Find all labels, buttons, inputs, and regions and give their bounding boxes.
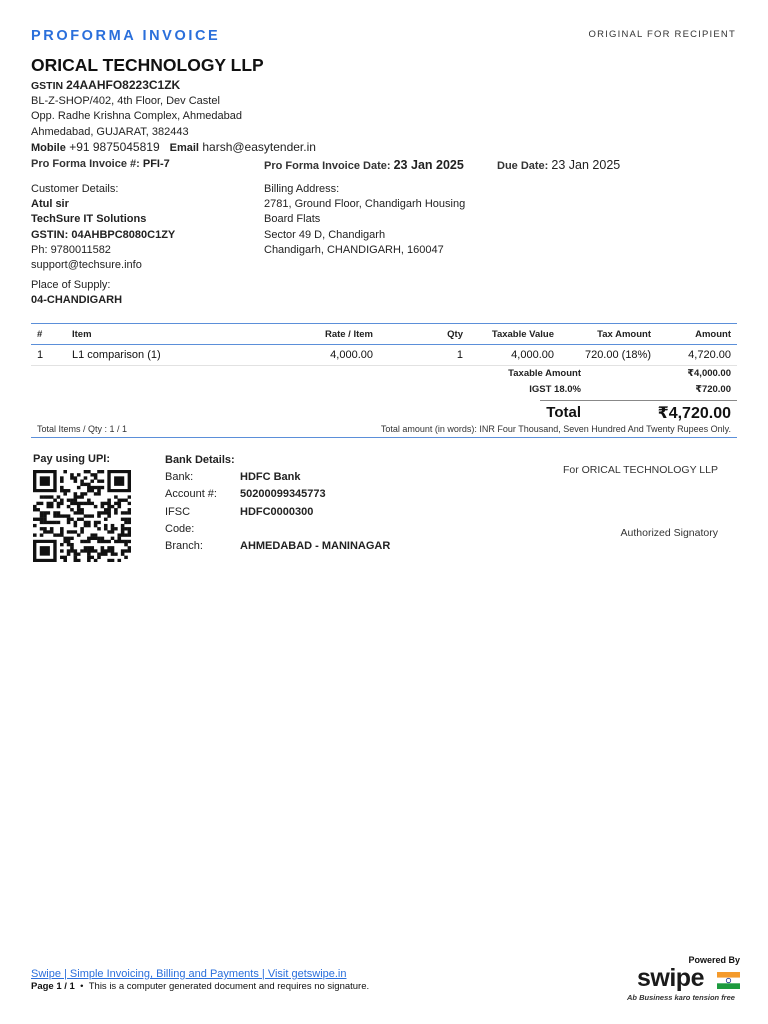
taxable-amount-label: Taxable Amount xyxy=(508,368,581,379)
india-flag-icon xyxy=(717,972,740,989)
place-of-supply: 04-CHANDIGARH xyxy=(31,294,123,307)
bank-name: HDFC Bank xyxy=(240,471,301,484)
billing-line-3: Sector 49 D, Chandigarh xyxy=(264,228,386,241)
seller-mobile: +91 9875045819 xyxy=(69,139,160,154)
items-table xyxy=(31,323,737,366)
powered-by-label: Powered By xyxy=(688,955,740,965)
customer-label: Customer Details: xyxy=(31,183,119,195)
invoice-date xyxy=(264,158,464,172)
swipe-brand-logo: swipe xyxy=(637,964,704,992)
row-qty: 1 xyxy=(379,345,469,366)
table-row xyxy=(31,345,737,366)
page-number: Page 1 / 1 xyxy=(31,981,75,992)
billing-label: Billing Address: xyxy=(264,183,340,195)
place-of-supply-label: Place of Supply: xyxy=(31,279,111,292)
bank-details-label: Bank Details: xyxy=(165,454,235,466)
col-item: Item xyxy=(66,324,276,345)
total-divider xyxy=(540,400,737,401)
col-tax-amount: Tax Amount xyxy=(560,324,657,345)
col-rate: Rate / Item xyxy=(276,324,379,345)
bank-details xyxy=(165,452,408,555)
billing-address xyxy=(264,182,465,258)
account-label: Account #: xyxy=(165,488,217,501)
seller-address-line-1: BL-Z-SHOP/402, 4th Floor, Dev Castel xyxy=(31,95,220,108)
invoice-number-value: PFI-7 xyxy=(142,158,170,170)
row-item: L1 comparison (1) xyxy=(66,345,276,366)
row-amount: 4,720.00 xyxy=(657,345,737,366)
due-date xyxy=(497,158,620,172)
customer-email: support@techsure.info xyxy=(31,259,142,272)
invoice-date-label: Pro Forma Invoice Date: xyxy=(264,160,391,172)
row-tax-amount: 720.00 (18%) xyxy=(560,345,657,366)
row-rate: 4,000.00 xyxy=(276,345,379,366)
invoice-number xyxy=(31,158,170,170)
due-date-label: Due Date: xyxy=(497,160,549,172)
billing-line-2: Board Flats xyxy=(264,213,321,226)
branch-name: AHMEDABAD - MANINAGAR xyxy=(240,540,391,553)
table-header-row xyxy=(31,324,737,345)
seller-mobile-label: Mobile xyxy=(31,141,66,154)
swipe-link[interactable]: Swipe | Simple Invoicing, Billing and Payments | Visit getswipe.in xyxy=(31,968,347,980)
brand-tagline: Ab Business karo tension free xyxy=(627,993,735,1002)
seller-name: ORICAL TECHNOLOGY LLP xyxy=(31,55,264,75)
col-index: # xyxy=(31,324,66,345)
amount-in-words: Total amount (in words): INR Four Thousand, Seven Hundred And Twenty Rupees Only. xyxy=(380,424,731,434)
generated-note: This is a computer generated document and requires no signature. xyxy=(88,981,370,992)
billing-line-1: 2781, Ground Floor, Chandigarh Housing xyxy=(264,198,466,211)
seller-email: harsh@easytender.in xyxy=(202,139,316,154)
signature-for-label: For ORICAL TECHNOLOGY LLP xyxy=(562,464,718,476)
branch-label: Branch: xyxy=(165,540,203,553)
igst-label: IGST 18.0% xyxy=(529,384,581,395)
customer-details xyxy=(31,182,175,309)
seller-gstin-label: GSTIN xyxy=(31,80,64,92)
customer-name: Atul sir xyxy=(31,198,69,211)
row-taxable-value: 4,000.00 xyxy=(469,345,560,366)
seller-address-line-2: Opp. Radhe Krishna Complex, Ahmedabad xyxy=(31,110,242,123)
seller-details xyxy=(31,78,316,156)
customer-gstin: GSTIN: 04AHBPC8080C1ZY xyxy=(31,228,176,241)
page-footer-line: Page 1 / 1 • This is a computer generated document and requires no signature. xyxy=(31,981,370,992)
document-title: PROFORMA INVOICE xyxy=(31,28,221,44)
seller-email-label: Email xyxy=(169,141,199,154)
upi-label: Pay using UPI: xyxy=(33,453,111,465)
total-value: ₹4,720.00 xyxy=(657,405,731,422)
ifsc-label: IFSC Code: xyxy=(165,505,195,535)
col-taxable-value: Taxable Value xyxy=(469,324,560,345)
customer-company: TechSure IT Solutions xyxy=(31,213,147,226)
col-amount: Amount xyxy=(657,324,737,345)
authorized-signatory: Authorized Signatory xyxy=(620,527,718,539)
invoice-number-label: Pro Forma Invoice #: xyxy=(31,158,140,170)
row-index: 1 xyxy=(31,345,66,366)
qr-code-icon[interactable] xyxy=(33,470,131,562)
totals-footer-bar xyxy=(31,424,737,438)
igst-value: ₹720.00 xyxy=(695,384,731,395)
total-items-qty: Total Items / Qty : 1 / 1 xyxy=(37,424,128,434)
bank-name-label: Bank: xyxy=(165,471,194,484)
invoice-date-value: 23 Jan 2025 xyxy=(393,158,464,172)
col-qty: Qty xyxy=(379,324,469,345)
ifsc-code: HDFC0000300 xyxy=(240,505,314,518)
taxable-amount-value: ₹4,000.00 xyxy=(687,368,731,379)
account-number: 50200099345773 xyxy=(240,488,326,501)
total-label: Total xyxy=(546,404,581,421)
seller-address-line-3: Ahmedabad, GUJARAT, 382443 xyxy=(31,125,189,138)
copy-label: ORIGINAL FOR RECIPIENT xyxy=(588,29,736,40)
due-date-value: 23 Jan 2025 xyxy=(551,158,621,172)
customer-phone: Ph: 9780011582 xyxy=(31,243,111,256)
billing-line-4: Chandigarh, CHANDIGARH, 160047 xyxy=(264,243,444,256)
seller-gstin: 24AAHFO8223C1ZK xyxy=(66,78,181,92)
